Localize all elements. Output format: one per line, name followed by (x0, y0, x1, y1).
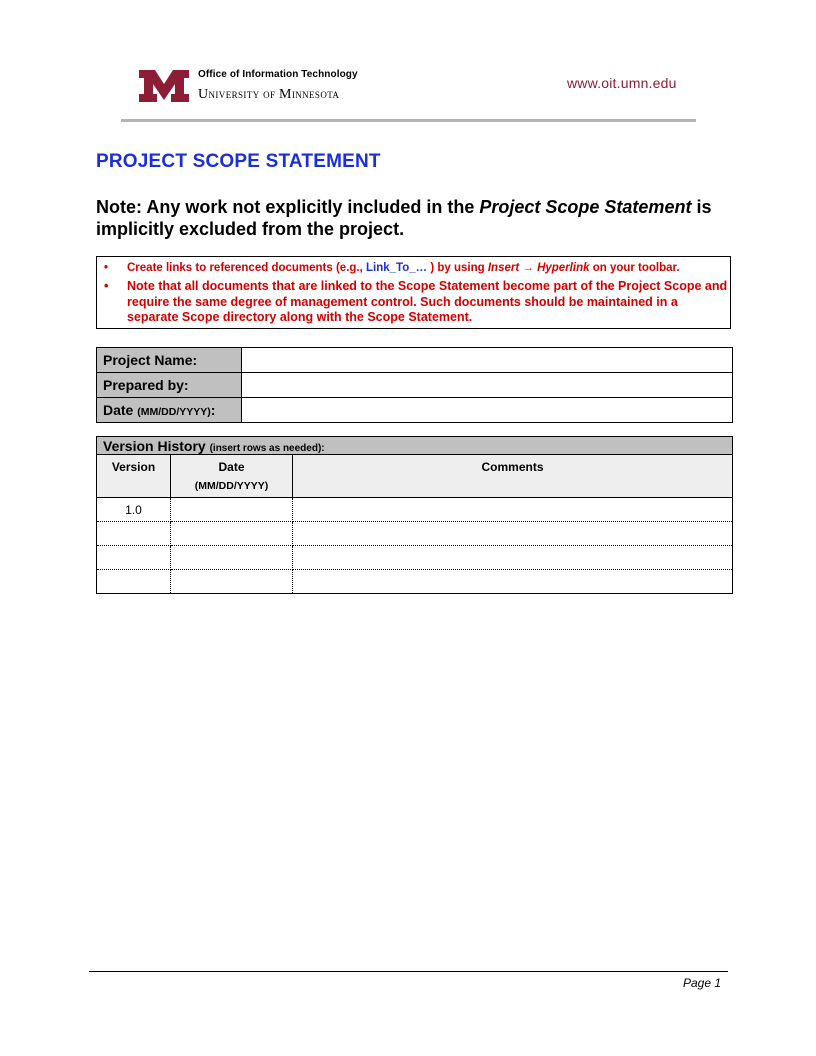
date-cell[interactable] (171, 570, 293, 594)
comments-cell[interactable] (293, 546, 733, 570)
org-name: Office of Information Technology (198, 69, 358, 80)
comments-cell[interactable] (293, 522, 733, 546)
version-history-title: Version History (insert rows as needed): (97, 437, 733, 455)
project-name-field[interactable] (242, 348, 733, 373)
scope-note: Note: Any work not explicitly included in the Project Scope Statement is implicitly excluded from the project. (96, 197, 712, 239)
instruction-item-scope: • Note that all documents that are linked to the Scope Statement become part of the Project Scope and require the same degree of management control. Such documents should be maintained in a separate Scope directory along with the Scope Statement. (104, 279, 728, 324)
date-cell[interactable] (171, 498, 293, 522)
bullet-icon: • (104, 262, 109, 274)
instructions-box (96, 256, 731, 329)
date-cell[interactable] (171, 546, 293, 570)
footer-divider (89, 971, 728, 972)
page-header (0, 0, 816, 130)
version-cell[interactable] (97, 546, 171, 570)
prepared-by-label: Prepared by: (97, 373, 242, 398)
comments-cell[interactable] (293, 570, 733, 594)
instruction-item-links: • Create links to referenced documents (e.g., Link_To_… ) by using Insert → Hyperlink on your toolbar. (104, 262, 680, 274)
table-row (97, 522, 733, 546)
version-history-table (96, 436, 733, 594)
date-field[interactable] (242, 398, 733, 423)
date-cell[interactable] (171, 522, 293, 546)
university-m-logo (139, 70, 189, 102)
site-url: www.oit.umn.edu (567, 75, 677, 91)
project-name-row (97, 348, 733, 373)
version-cell[interactable] (97, 522, 171, 546)
project-name-label: Project Name: (97, 348, 242, 373)
version-cell[interactable] (97, 570, 171, 594)
prepared-by-field[interactable] (242, 373, 733, 398)
prepared-by-row (97, 373, 733, 398)
table-row (97, 546, 733, 570)
header-divider (121, 119, 696, 122)
project-info-table (96, 347, 733, 423)
table-row (97, 570, 733, 594)
page-number: Page 1 (683, 976, 722, 990)
date-row (97, 398, 733, 423)
table-row (97, 498, 733, 522)
column-header-date: Date (MM/DD/YYYY) (171, 455, 293, 498)
example-link-text: Link_To_… (366, 262, 428, 274)
version-cell[interactable]: 1.0 (97, 498, 171, 522)
university-name: University of Minnesota (198, 87, 340, 102)
column-header-version: Version (97, 455, 171, 498)
document-title: PROJECT SCOPE STATEMENT (96, 151, 381, 172)
arrow-right-icon: → (519, 262, 538, 274)
date-label: Date (MM/DD/YYYY): (97, 398, 242, 423)
version-history-header (97, 455, 733, 498)
column-header-comments: Comments (293, 455, 733, 498)
comments-cell[interactable] (293, 498, 733, 522)
bullet-icon: • (104, 279, 109, 293)
